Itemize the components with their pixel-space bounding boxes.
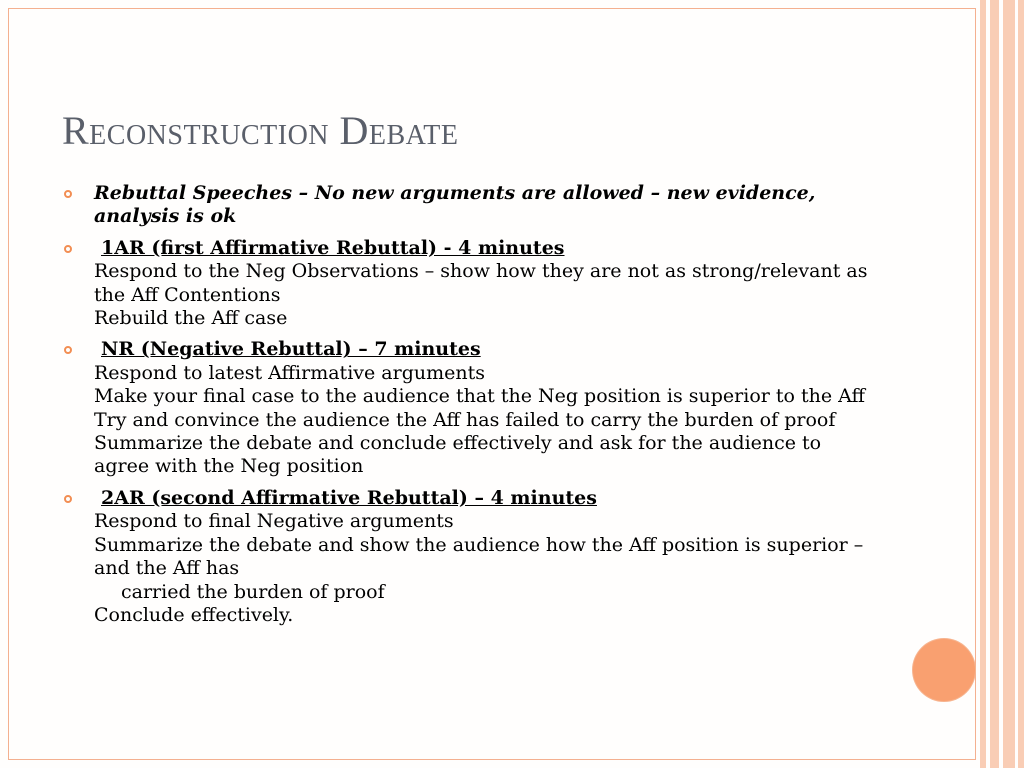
bullet-item-rebuttal-speeches [62, 182, 882, 229]
bullet-heading: Rebuttal Speeches – No new arguments are allowed – new evidence, analysis is ok [94, 182, 816, 228]
decorative-stripe [1018, 0, 1024, 768]
bullet-heading: NR (Negative Rebuttal) – 7 minutes [101, 338, 481, 361]
slide-title: Reconstruction Debate [62, 108, 459, 153]
bullet-line: carried the burden of proof [121, 580, 385, 603]
decorative-stripe [990, 0, 999, 768]
bullet-line: Summarize the debate and conclude effectively and ask for the audience to agree with the Neg position [94, 432, 822, 478]
bullet-icon [64, 245, 72, 253]
bullet-heading: 1AR (first Affirmative Rebuttal) - 4 minutes [101, 236, 565, 259]
bullet-line: Conclude effectively. [94, 603, 294, 626]
bullet-item-1ar [62, 237, 882, 331]
decorative-stripe [1003, 0, 1015, 768]
bullet-item-nr [62, 338, 882, 478]
bullet-heading: 2AR (second Affirmative Rebuttal) – 4 minutes [101, 486, 597, 509]
bullet-line: Try and convince the audience the Aff has failed to carry the burden of proof [94, 408, 836, 431]
bullet-line: Rebuild the Aff case [94, 307, 288, 330]
bullet-icon [64, 346, 72, 354]
bullet-line: Respond to final Negative arguments [94, 510, 454, 533]
decorative-stripe [980, 0, 986, 768]
bullet-icon [64, 190, 72, 198]
bullet-line: Respond to latest Affirmative arguments [94, 361, 485, 384]
bullet-line: Make your final case to the audience that the Neg position is superior to the Aff [94, 385, 866, 408]
bullet-item-2ar [62, 487, 882, 627]
bullet-list [62, 182, 882, 635]
bullet-line: Summarize the debate and show the audience how the Aff position is superior – and the Aff has [94, 533, 864, 580]
bullet-icon [64, 495, 72, 503]
bullet-line: Respond to the Neg Observations – show how they are not as strong/relevant as the Aff Contentions [94, 260, 868, 306]
decorative-circle [913, 639, 975, 701]
